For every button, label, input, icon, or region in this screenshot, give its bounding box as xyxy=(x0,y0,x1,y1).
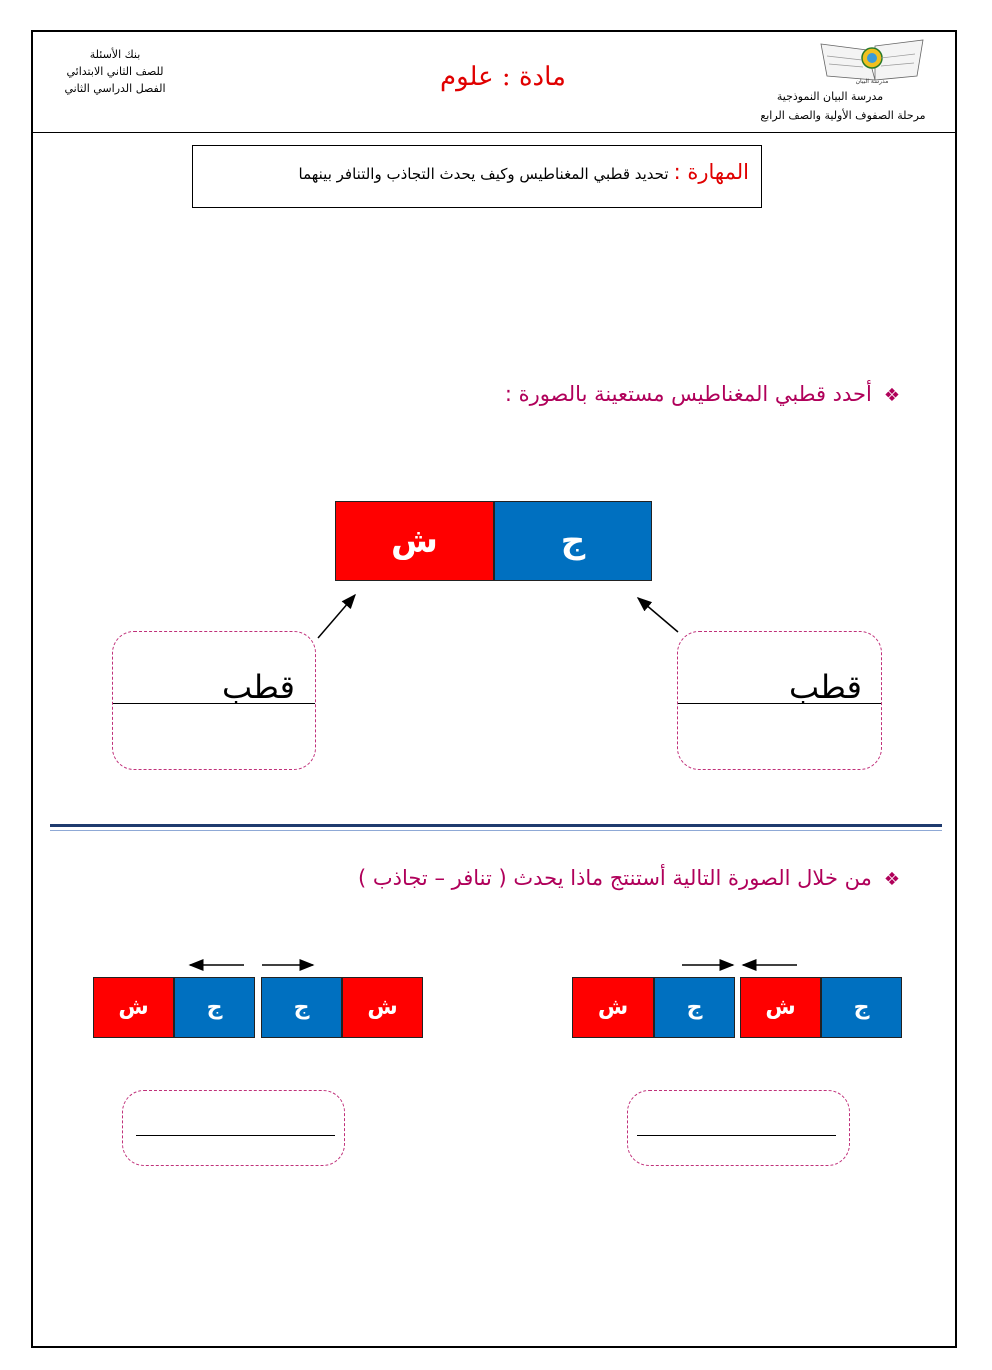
q2-right-pole-2: ج xyxy=(654,977,735,1038)
question-1-text: أحدد قطبي المغناطيس مستعينة بالصورة : xyxy=(504,382,872,406)
q2-left-pole-1: ش xyxy=(93,977,174,1038)
section-divider-thin xyxy=(50,830,942,831)
q2-right-pole-1: ش xyxy=(572,977,654,1038)
q2-right-pole-4: ج xyxy=(821,977,902,1038)
q2-answer-box-left[interactable] xyxy=(122,1090,345,1166)
header-left-line-2: للصف الثاني الابتدائي xyxy=(66,65,164,78)
magnet-pole-right: ج xyxy=(494,501,652,581)
q2-left-pole-2: ج xyxy=(174,977,255,1038)
question-2 xyxy=(358,866,900,890)
header-left-line-3: الفصل الدراسي الثاني xyxy=(64,82,166,95)
q2-answer-line-right xyxy=(637,1135,836,1136)
header-left-line-1: بنك الأسئلة xyxy=(89,48,141,61)
q2-right-pole-3: ش xyxy=(740,977,821,1038)
school-name: مدرسة البيان النموذجية xyxy=(776,90,884,103)
bullet-icon: ❖ xyxy=(883,385,900,406)
q2-answer-box-right[interactable] xyxy=(627,1090,850,1166)
q2-left-pole-4: ش xyxy=(342,977,423,1038)
answer-word-left: قطب xyxy=(222,668,295,706)
q2-left-pole-3: ج xyxy=(261,977,342,1038)
answer-word-right: قطب xyxy=(789,668,862,706)
skill-label: المهارة : xyxy=(673,160,749,184)
logo-caption: مدرسة البيان xyxy=(855,78,889,85)
arrow-right-pole xyxy=(638,598,678,632)
arrow-left-pole xyxy=(318,595,355,638)
school-stage: مرحلة الصفوف الأولية والصف الرابع xyxy=(760,109,926,122)
magnet-pole-left: ش xyxy=(335,501,494,581)
question-2-text: من خلال الصورة التالية أستنتج ماذا يحدث ( تنافر – تجاذب ) xyxy=(357,866,872,890)
section-divider xyxy=(50,824,942,827)
subject-title: مادة : علوم xyxy=(440,62,566,92)
bullet-icon: ❖ xyxy=(883,869,900,890)
skill-text: تحديد قطبي المغناطيس وكيف يحدث التجاذب والتنافر بينهما xyxy=(298,165,669,183)
q2-answer-line-left xyxy=(136,1135,335,1136)
